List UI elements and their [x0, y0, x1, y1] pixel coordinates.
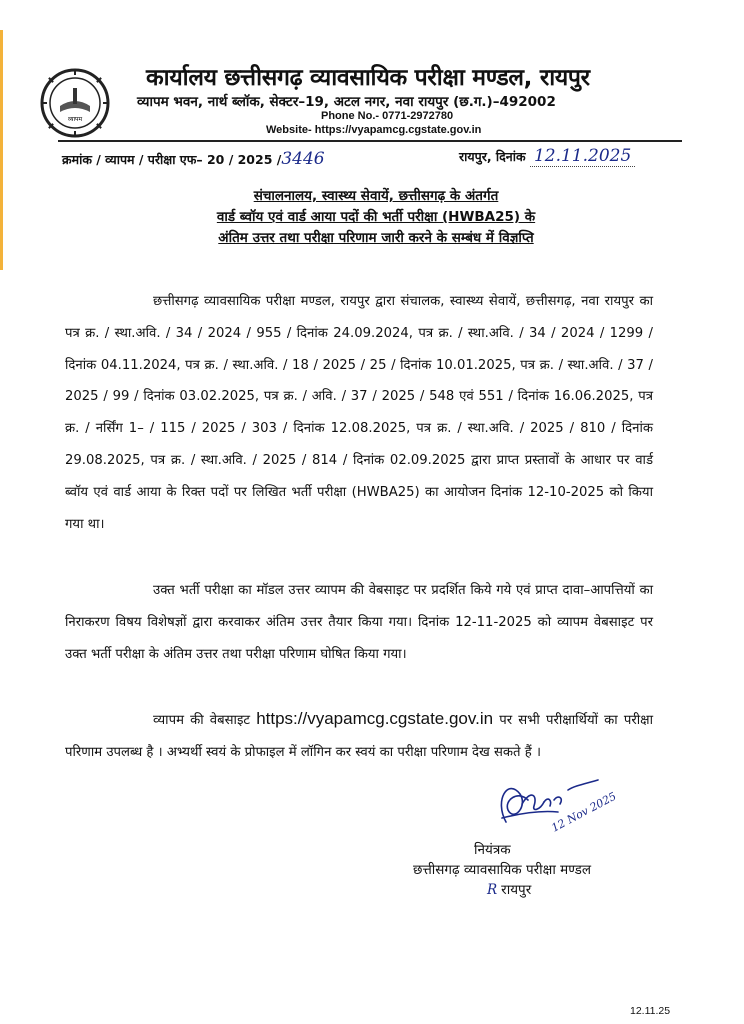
subject-line-3: अंतिम उत्तर तथा परीक्षा परिणाम जारी करने के सम्बंध में विज्ञप्ति — [218, 230, 534, 246]
signature-date: 12 Nov 2025 — [549, 789, 619, 835]
logo-text: व्यापम — [67, 116, 83, 123]
website-link[interactable]: https://vyapamcg.cgstate.gov.in — [256, 709, 494, 728]
office-address: व्यापम भवन, नार्थ ब्लॉक, सेक्टर–19, अटल नगर, नवा रायपुर (छ.ग.)–492002 — [137, 94, 556, 110]
header-divider — [58, 140, 682, 142]
reference-prefix: क्रमांक / व्यापम / परीक्षा एफ– 20 / 2025 / — [62, 152, 282, 167]
date-label: रायपुर, दिनांक — [459, 149, 526, 164]
office-title: कार्यालय छत्तीसगढ़ व्यावसायिक परीक्षा मण्डल, रायपुर — [146, 65, 590, 91]
para3-text-after: पर सभी परीक्षार्थियों का परीक्षा परिणाम उपलब्ध है । अभ्यर्थी स्वयं के प्रोफाइल में लॉगिन कर स्वयं का परीक्षा परिणाम देख सकते हैं । — [65, 713, 653, 760]
para3-text-before: व्यापम की वेबसाइट — [153, 713, 251, 728]
page-edge-mark — [0, 30, 3, 270]
office-website: Website- https://vyapamcg.cgstate.gov.in — [266, 124, 482, 136]
date-handwritten: 12.11.2025 — [530, 146, 635, 167]
reference-number — [62, 149, 325, 169]
signatory-place — [487, 880, 531, 898]
subject-line-2: वार्ड ब्वॉय एवं वार्ड आया पदों की भर्ती परीक्षा (HWBA25) के — [216, 209, 536, 225]
reference-date — [459, 146, 635, 167]
handwritten-signature — [488, 760, 638, 840]
body-paragraph-3 — [65, 703, 653, 769]
signatory-organization: छत्तीसगढ़ व्यावसायिक परीक्षा मण्डल — [413, 862, 591, 878]
office-phone: Phone No.- 0771-2972780 — [321, 110, 454, 122]
body-paragraph-1: छत्तीसगढ़ व्यावसायिक परीक्षा मण्डल, रायपुर द्वारा संचालक, स्वास्थ्य सेवायें, छत्तीसगढ़, नवा रायपुर का पत्र क्र. / स्था.अवि. / 34 / 2024 / 955 / दिनांक 24.09.2024, पत्र क्र. / स्था.अवि. / 34 / 2024 / 1299 / दिनांक 04.11.2024, पत्र क्र. / स्था.अवि. / 18 / 2025 / 25 / दिनांक 10.01.2025, पत्र क्र. / स्था.अवि. / 37 / 2025 / 99 / दिनांक 03.02.2025, पत्र क्र. / अवि. / 37 / 2025 / 548 एवं 551 / दिनांक 16.06.2025, पत्र क्र. / नर्सिंग 1– / 115 / 2025 / 303 / दिनांक 12.08.2025, पत्र क्र. / स्था.अवि. / 2025 / 810 / दिनांक 29.08.2025, पत्र क्र. / स्था.अवि. / 2025 / 814 / दिनांक 02.09.2025 द्वारा प्राप्त प्रस्तावों के आधार पर वार्ड ब्वॉय एवं वार्ड आया के रिक्त पदों पर लिखित भर्ती परीक्षा (HWBA25) का आयोजन दिनांक 12-10-2025 को किया गया था। — [65, 294, 653, 532]
place-initial: R — [487, 882, 498, 898]
vyapam-logo-icon — [40, 68, 110, 138]
subject-line-1: संचालनालय, स्वास्थ्य सेवायें, छत्तीसगढ़ के अंतर्गत — [253, 188, 499, 204]
notice-subject — [166, 186, 586, 249]
body-paragraph-2: उक्त भर्ती परीक्षा का मॉडल उत्तर व्यापम की वेबसाइट पर प्रदर्शित किये गये एवं प्राप्त दावा–आपत्तियों का निराकरण विषय विशेषज्ञों द्वारा करवाकर अंतिम उत्तर तैयार किया गया। दिनांक 12-11-2025 को व्यापम वेबसाइट पर उक्त भर्ती परीक्षा के अंतिम उत्तर तथा परीक्षा परिणाम घोषित किया गया। — [65, 583, 653, 662]
reference-number-handwritten: 3446 — [281, 149, 325, 169]
footer-date: 12.11.25 — [630, 1005, 671, 1017]
signatory-designation: नियंत्रक — [474, 842, 511, 858]
place-name: रायपुर — [501, 882, 532, 898]
